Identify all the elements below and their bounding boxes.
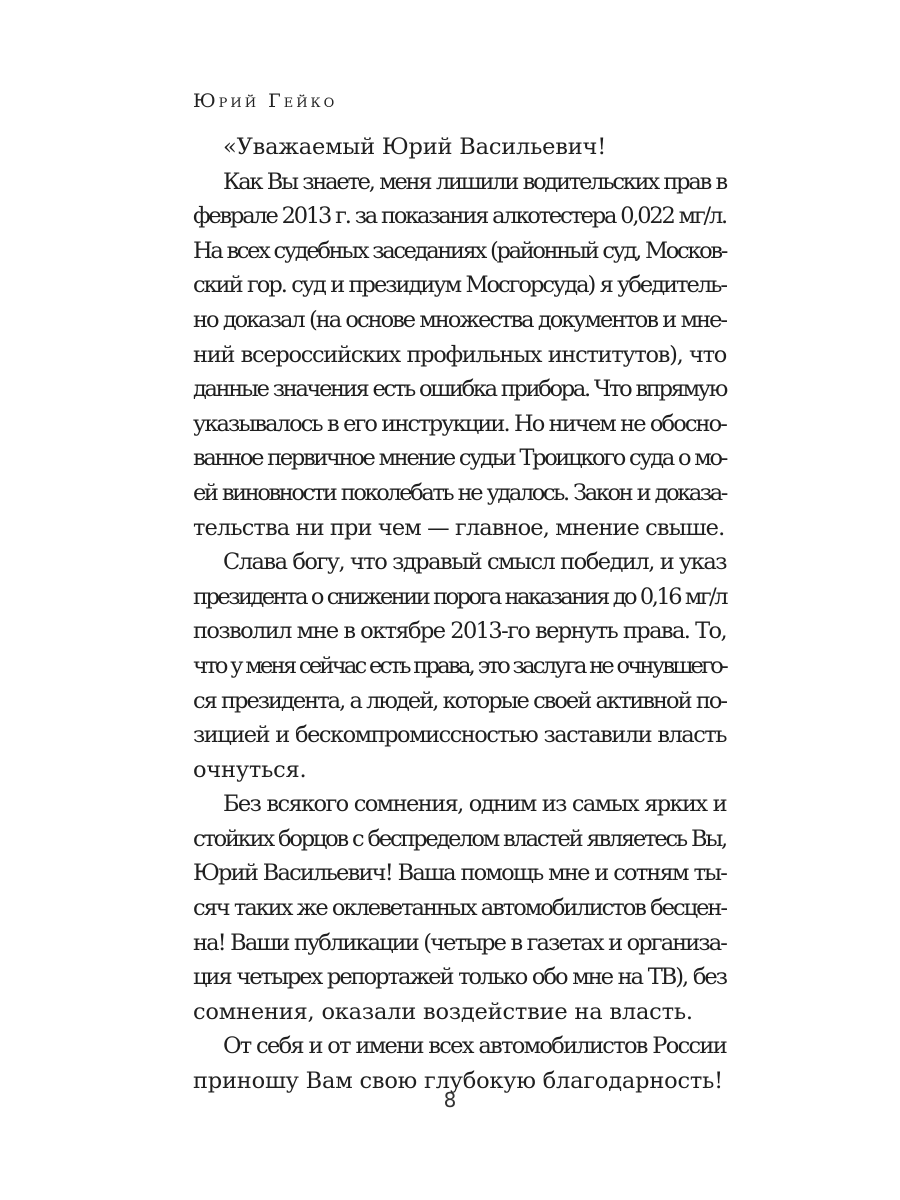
letter-body xyxy=(193,130,726,1099)
paragraph-license-case xyxy=(193,165,726,546)
page-number: 8 xyxy=(443,1088,457,1112)
text-line: тельства ни при чем — главное, мнение свыше. xyxy=(193,514,725,541)
text-line: позволил мне в октябре 2013-го вернуть права. То, xyxy=(193,618,726,645)
paragraph-greeting xyxy=(193,130,726,165)
text-line: данные значения есть ошибка прибора. Что впрямую xyxy=(193,376,726,403)
text-line: Без всякого сомнения, одним из самых ярких и xyxy=(223,791,726,818)
text-line: На всех судебных заседаниях (районный суд, Москов- xyxy=(193,237,726,264)
text-line: приношу Вам свою глубокую благодарность! xyxy=(193,1068,724,1095)
text-line: ей виновности поколебать не удалось. Закон и доказа- xyxy=(193,479,726,506)
text-line: что у меня сейчас есть права, это заслуга не очнувшего- xyxy=(193,652,726,679)
text-line: ванное первичное мнение судьи Троицкого суда о мо- xyxy=(193,445,726,472)
text-line: президента о снижении порога наказания до 0,16 мг/л xyxy=(193,583,726,610)
text-line: сомнения, оказали воздействие на власть. xyxy=(193,998,693,1025)
text-line: феврале 2013 г. за показания алкотестера 0,022 мг/л. xyxy=(193,203,726,230)
text-line: ся президента, а людей, которые своей активной по- xyxy=(193,687,726,714)
text-line: «Уважаемый Юрий Васильевич! xyxy=(223,134,607,160)
text-line: От себя и от имени всех автомобилистов России xyxy=(223,1033,726,1060)
text-line: указывалось в его инструкции. Но ничем не обосно- xyxy=(193,410,726,437)
text-line: очнуться. xyxy=(193,756,307,783)
text-line: на! Ваши публикации (четыре в газетах и организа- xyxy=(193,929,726,956)
text-line: ний всероссийских профильных институтов), что xyxy=(193,341,726,368)
text-line: но доказал (на основе множества документов и мне- xyxy=(193,306,726,333)
text-line: ция четырех репортажей только обо мне на ТВ), без xyxy=(193,964,726,991)
text-line: Юрий Васильевич! Ваша помощь мне и сотням ты- xyxy=(193,860,726,887)
text-line: Слава богу, что здравый смысл победил, и указ xyxy=(223,549,726,576)
text-line: зицией и бескомпромиссностью заставили власть xyxy=(193,722,726,749)
paragraph-decree xyxy=(193,545,726,787)
running-head: Юрий Гейко xyxy=(193,90,338,112)
text-line: Как Вы знаете, меня лишили водительских прав в xyxy=(223,168,726,195)
paragraph-gratitude xyxy=(193,787,726,1029)
text-line: ский гор. суд и президиум Мосгорсуда) я убедитель- xyxy=(193,272,726,299)
text-line: сяч таких же оклеветанных автомобилистов бесцен- xyxy=(193,895,726,922)
text-line: стойких борцов с беспределом властей являетесь Вы, xyxy=(193,825,726,852)
